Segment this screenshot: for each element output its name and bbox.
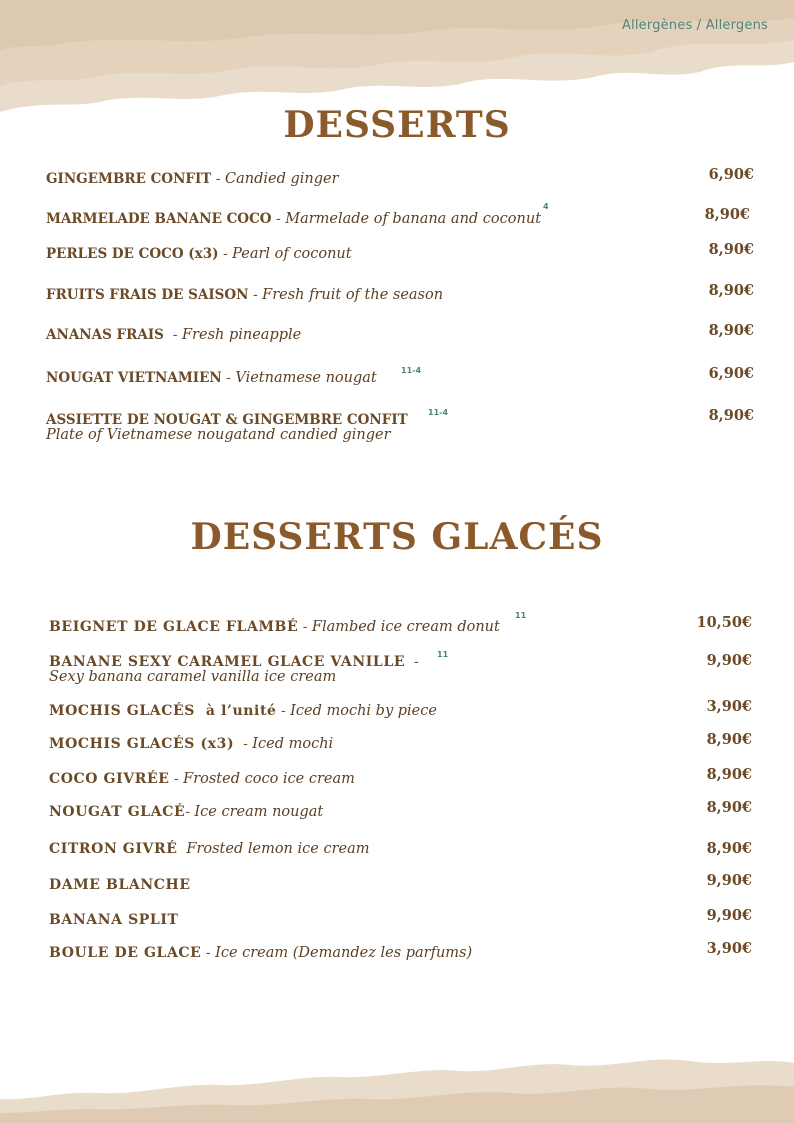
menu-item [46,324,754,343]
allergen-code: 11-4 [401,366,422,375]
item-price: 10,50€ [696,614,752,631]
item-name: ASSIETTE DE NOUGAT & GINGEMBRE CONFIT [46,412,408,428]
item-separator: - [221,370,236,386]
item-separator: - [169,771,184,787]
item-english-description: Plate of Vietnamese nougatand candied ginger [46,427,391,443]
item-separator: - [248,287,263,303]
item-separator: - [218,246,233,262]
item-separator: - [163,327,182,343]
item-price: 8,90€ [708,282,754,299]
item-name: BOULE DE GLACE [49,945,202,961]
item-separator: - [234,736,253,752]
item-price: 9,90€ [706,907,752,924]
item-price: 9,90€ [706,652,752,669]
item-price: 8,90€ [706,799,752,816]
item-price: 8,90€ [706,840,752,857]
item-separator: - [298,619,312,635]
menu-item [49,733,752,752]
desserts-glaces-section-title: DESSERTS GLACÉS [190,516,604,558]
item-price: 8,90€ [708,407,754,424]
item-price: 3,90€ [706,698,752,715]
item-price: 8,90€ [706,731,752,748]
menu-item [46,284,754,303]
item-english-name: Flambed ice cream donut [311,619,500,635]
allergens-legend-label: Allergènes / Allergens [621,18,768,33]
item-name: GINGEMBRE CONFIT [46,171,212,187]
item-price: 8,90€ [706,766,752,783]
menu-item [49,700,752,719]
item-price: 6,90€ [708,365,754,382]
menu-item [49,611,752,635]
desserts-section-title: DESSERTS [283,104,511,146]
item-name: BEIGNET DE GLACE FLAMBÉ [49,619,299,635]
item-name: MOCHIS GLACÉS à l’unité [49,703,277,719]
item-separator: - [211,171,225,187]
item-name: MOCHIS GLACÉS (x3) [49,736,235,752]
menu-item [46,168,754,187]
item-english-name: Frosted coco ice cream [183,771,355,787]
menu-item [49,768,752,787]
item-separator: - [271,211,286,227]
item-name: DAME BLANCHE [49,877,191,893]
item-price: 8,90€ [708,241,754,258]
item-english-name: Marmelade of banana and coconut [285,211,542,227]
item-name: ANANAS FRAIS [46,327,164,343]
allergen-code: 11 [515,611,527,620]
allergen-code: 11-4 [428,408,449,417]
item-separator: - [201,945,216,961]
allergen-code: 11 [437,650,449,659]
item-english-name: Vietnamese nougat [235,370,377,386]
item-english-name: Ice cream nougat [194,804,324,820]
menu-item [46,367,754,386]
item-name: NOUGAT GLACÉ [49,804,186,820]
menu-item [46,409,754,443]
item-price: 3,90€ [706,940,752,957]
menu-item [49,909,752,928]
item-name: BANANE SEXY CARAMEL GLACE VANILLE [49,654,406,670]
item-english-description: Sexy banana caramel vanilla ice cream [49,669,337,685]
item-english-name: Frosted lemon ice cream [186,841,370,857]
item-name: NOUGAT VIETNAMIEN [46,370,222,386]
item-name: CITRON GIVRÉ [49,841,178,857]
item-price: 9,90€ [706,872,752,889]
item-english-name: Iced mochi [252,736,334,752]
menu-item [49,801,752,820]
item-price: 6,90€ [708,166,754,183]
item-separator: - [405,654,424,670]
item-english-name: Fresh pineapple [182,327,302,343]
item-name: COCO GIVRÉE [49,771,170,787]
item-english-name: Candied ginger [225,171,339,187]
allergen-code: 4 [543,202,549,211]
item-english-name: Iced mochi by piece [290,703,437,719]
menu-item [49,651,752,685]
item-name: BANANA SPLIT [49,912,179,928]
menu-item [49,874,752,893]
item-name: PERLES DE COCO (x3) [46,246,219,262]
item-english-name: Pearl of coconut [232,246,352,262]
item-english-name: Ice cream (Demandez les parfums) [215,945,473,961]
menu-item [49,838,752,857]
menu-item [49,942,752,961]
menu-item [46,202,754,227]
item-price: 8,90€ [704,206,750,223]
item-price: 8,90€ [708,322,754,339]
item-separator: - [185,804,195,820]
item-name: FRUITS FRAIS DE SAISON [46,287,249,303]
item-name: MARMELADE BANANE COCO [46,211,272,227]
torn-paper-bottom-decoration [0,1053,794,1123]
item-english-name: Fresh fruit of the season [262,287,444,303]
menu-item [46,243,754,262]
item-separator: - [276,703,291,719]
